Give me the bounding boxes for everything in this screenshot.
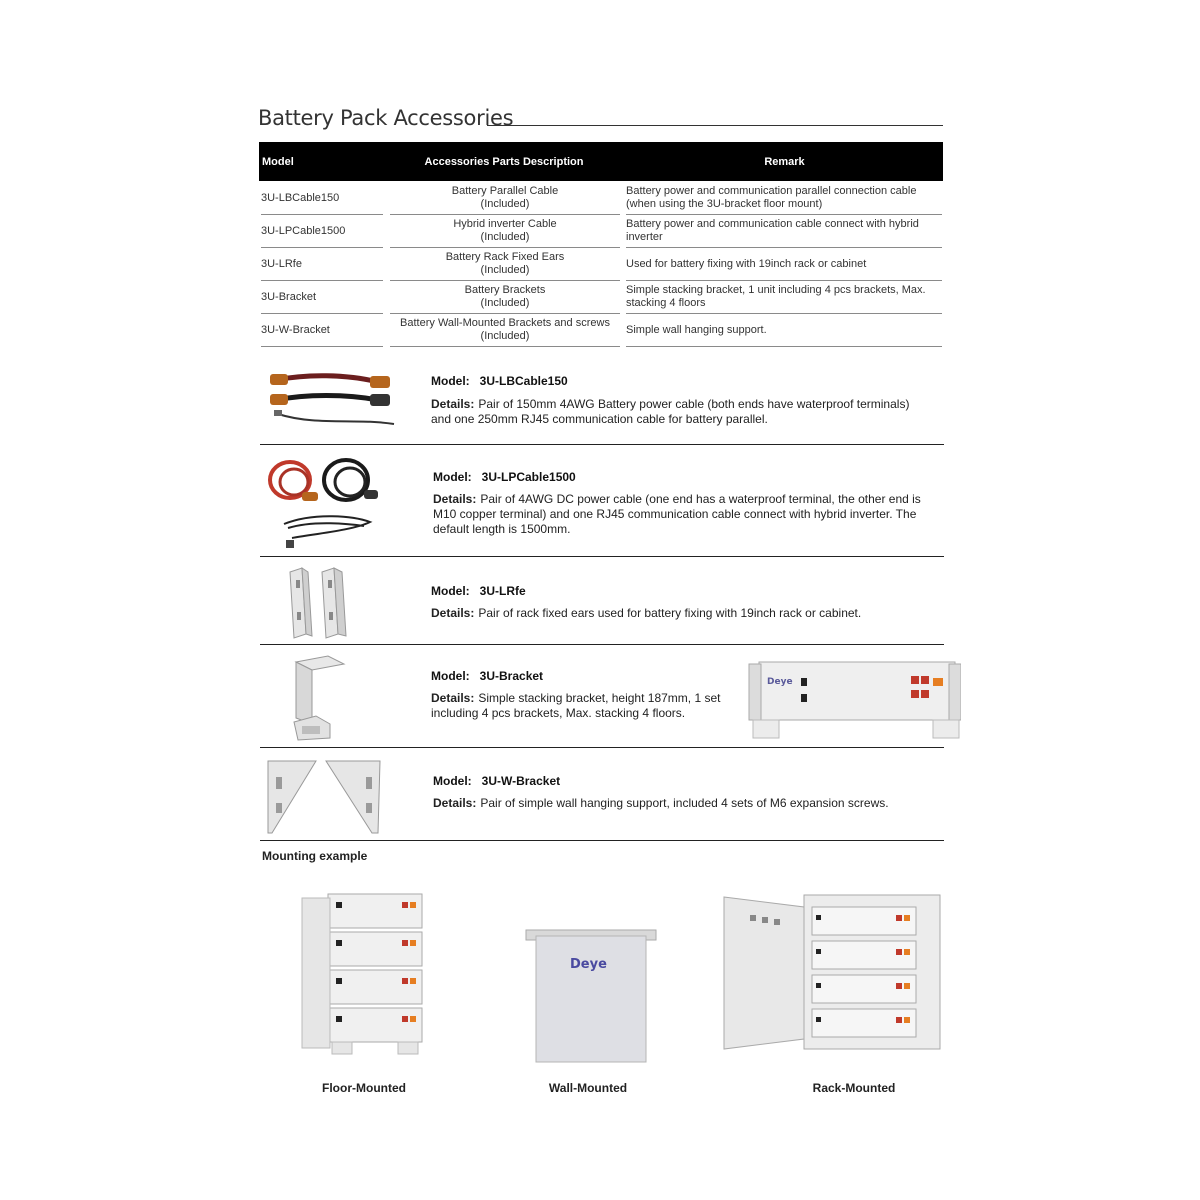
cell-description: Hybrid inverter Cable (Included) [390,215,620,248]
cell-description: Battery Brackets (Included) [390,281,620,314]
table-row [259,182,943,215]
section-divider [260,747,944,748]
product-details: Details: Pair of rack fixed ears used for battery fixing with 19inch rack or cabinet. [431,606,862,620]
cell-model: 3U-LBCable150 [261,182,383,215]
title-rule [487,125,943,126]
wall-mounted-image [524,926,658,1064]
section-divider [260,644,944,645]
header-description: Accessories Parts Description [424,156,584,168]
table-row [259,215,943,248]
header-model: Model [262,156,294,168]
page-title: Battery Pack Accessories [258,106,514,130]
product-details: Details: Pair of 4AWG DC power cable (one end has a waterproof terminal, the other end is M10 copper terminal) and one RJ45 communication cable connect with hybrid inverter. The default length is 1500mm. [433,492,921,536]
table-header [259,142,943,181]
table-row [259,248,943,281]
product-details: Details: Pair of 150mm 4AWG Battery power cable (both ends have waterproof terminals) and one 250mm RJ45 communication cable for battery parallel. [431,397,910,426]
table-row [259,281,943,314]
caption-rack-mounted: Rack-Mounted [812,1081,896,1095]
caption-floor-mounted: Floor-Mounted [322,1081,406,1095]
table-row [259,314,943,347]
section-divider [260,840,944,841]
mounting-heading: Mounting example [262,849,368,863]
header-remark: Remark [764,156,805,168]
product-details: Details: Simple stacking bracket, height 187mm, 1 set including 4 pcs brackets, Max. stacking 4 floors. [431,691,721,720]
parallel-cable-image [266,366,400,428]
cell-model: 3U-Bracket [261,281,383,314]
section-divider [260,444,944,445]
product-model: Model: 3U-W-Bracket [433,774,561,788]
caption-wall-mounted: Wall-Mounted [548,1081,628,1095]
inverter-cable-image [264,454,380,552]
rack-ears-image [284,566,354,642]
wall-bracket-image [264,757,384,837]
product-model: Model: 3U-LBCable150 [431,374,568,388]
floor-mounted-image [298,892,428,1056]
product-model: Model: 3U-LRfe [431,584,526,598]
cell-model: 3U-LRfe [261,248,383,281]
brand-logo: Deye [570,957,607,972]
battery-stack [302,894,422,1054]
section-divider [260,556,944,557]
cell-description: Battery Parallel Cable (Included) [390,182,620,215]
rack-mounted-image [720,893,944,1053]
cell-model: 3U-LPCable1500 [261,215,383,248]
cell-model: 3U-W-Bracket [261,314,383,347]
stacking-bracket-image [290,654,354,744]
cell-remark: Used for battery fixing with 19inch rack or cabinet [626,248,942,281]
product-details: Details: Pair of simple wall hanging support, included 4 sets of M6 expansion screws. [433,796,889,810]
cell-description: Battery Rack Fixed Ears (Included) [390,248,620,281]
cell-description: Battery Wall-Mounted Brackets and screws (Included) [390,314,620,347]
cell-remark: Battery power and communication cable connect with hybrid inverter [626,215,942,248]
product-model: Model: 3U-LPCable1500 [433,470,576,484]
product-model: Model: 3U-Bracket [431,669,544,683]
cell-remark: Simple stacking bracket, 1 unit including 4 pcs brackets, Max. stacking 4 floors [626,281,942,314]
battery-module-image [745,658,961,742]
cell-remark: Simple wall hanging support. [626,314,942,347]
cell-remark: Battery power and communication parallel connection cable (when using the 3U-bracket floor mount) [626,182,942,215]
brand-logo: Deye [767,677,793,687]
